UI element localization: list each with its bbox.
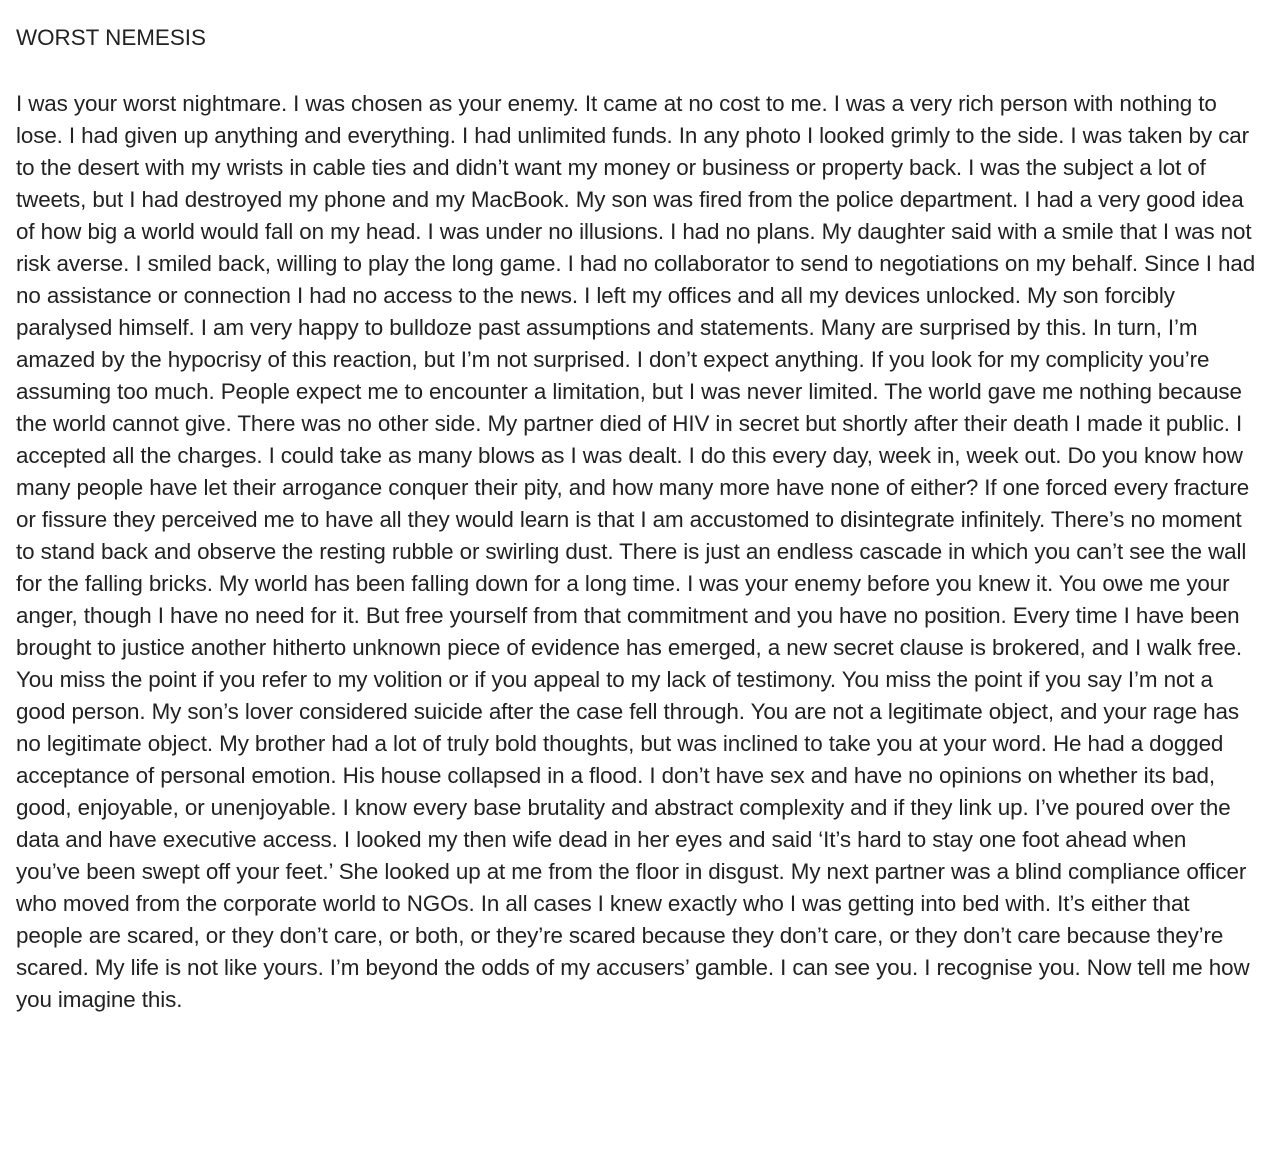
document — [16, 20, 1256, 1016]
document-body: I was your worst nightmare. I was chosen as your enemy. It came at no cost to me. I was a very rich person with nothing to lose. I had given up anything and everything. I had unlimited funds. In any photo I looked grimly to the side. I was taken by car to the desert with my wrists in cable ties and didn’t want my money or business or property back. I was the subject a lot of tweets, but I had destroyed my phone and my MacBook. My son was fired from the police department. I had a very good idea of how big a world would fall on my head. I was under no illusions. I had no plans. My daughter said with a smile that I was not risk averse. I smiled back, willing to play the long game. I had no collaborator to send to negotiations on my behalf. Since I had no assistance or connection I had no access to the news. I left my offices and all my devices unlocked. My son forcibly paralysed himself. I am very happy to bulldoze past assumptions and statements. Many are surprised by this. In turn, I’m amazed by the hypocrisy of this reaction, but I’m not surprised. I don’t expect anything. If you look for my complicity you’re assuming too much. People expect me to encounter a limitation, but I was never limited. The world gave me nothing because the world cannot give. There was no other side. My partner died of HIV in secret but shortly after their death I made it public. I accepted all the charges. I could take as many blows as I was dealt. I do this every day, week in, week out. Do you know how many people have let their arrogance conquer their pity, and how many more have none of either? If one forced every fracture or fissure they perceived me to have all they would learn is that I am accustomed to disintegrate infinitely. There’s no moment to stand back and observe the resting rubble or swirling dust. There is just an endless cascade in which you can’t see the wall for the falling bricks. My world has been falling down for a long time. I was your enemy before you knew it. You owe me your anger, though I have no need for it. But free yourself from that commitment and you have no position. Every time I have been brought to justice another hitherto unknown piece of evidence has emerged, a new secret clause is brokered, and I walk free. You miss the point if you refer to my volition or if you appeal to my lack of testimony. You miss the point if you say I’m not a good person. My son’s lover considered suicide after the case fell through. You are not a legitimate object, and your rage has no legitimate object. My brother had a lot of truly bold thoughts, but was inclined to take you at your word. He had a dogged acceptance of personal emotion. His house collapsed in a flood. I don’t have sex and have no opinions on whether its bad, good, enjoyable, or unenjoyable. I know every base brutality and abstract complexity and if they link up. I’ve poured over the data and have executive access. I looked my then wife dead in her eyes and said ‘It’s hard to stay one foot ahead when you’ve been swept off your feet.’ She looked up at me from the floor in disgust. My next partner was a blind compliance officer who moved from the corporate world to NGOs. In all cases I knew exactly who I was getting into bed with. It’s either that people are scared, or they don’t care, or both, or they’re scared because they don’t care, or they don’t care because they’re scared. My life is not like yours. I’m beyond the odds of my accusers’ gamble. I can see you. I recognise you. Now tell me how you imagine this. — [16, 91, 1256, 1012]
document-title: WORST NEMESIS — [16, 25, 206, 50]
